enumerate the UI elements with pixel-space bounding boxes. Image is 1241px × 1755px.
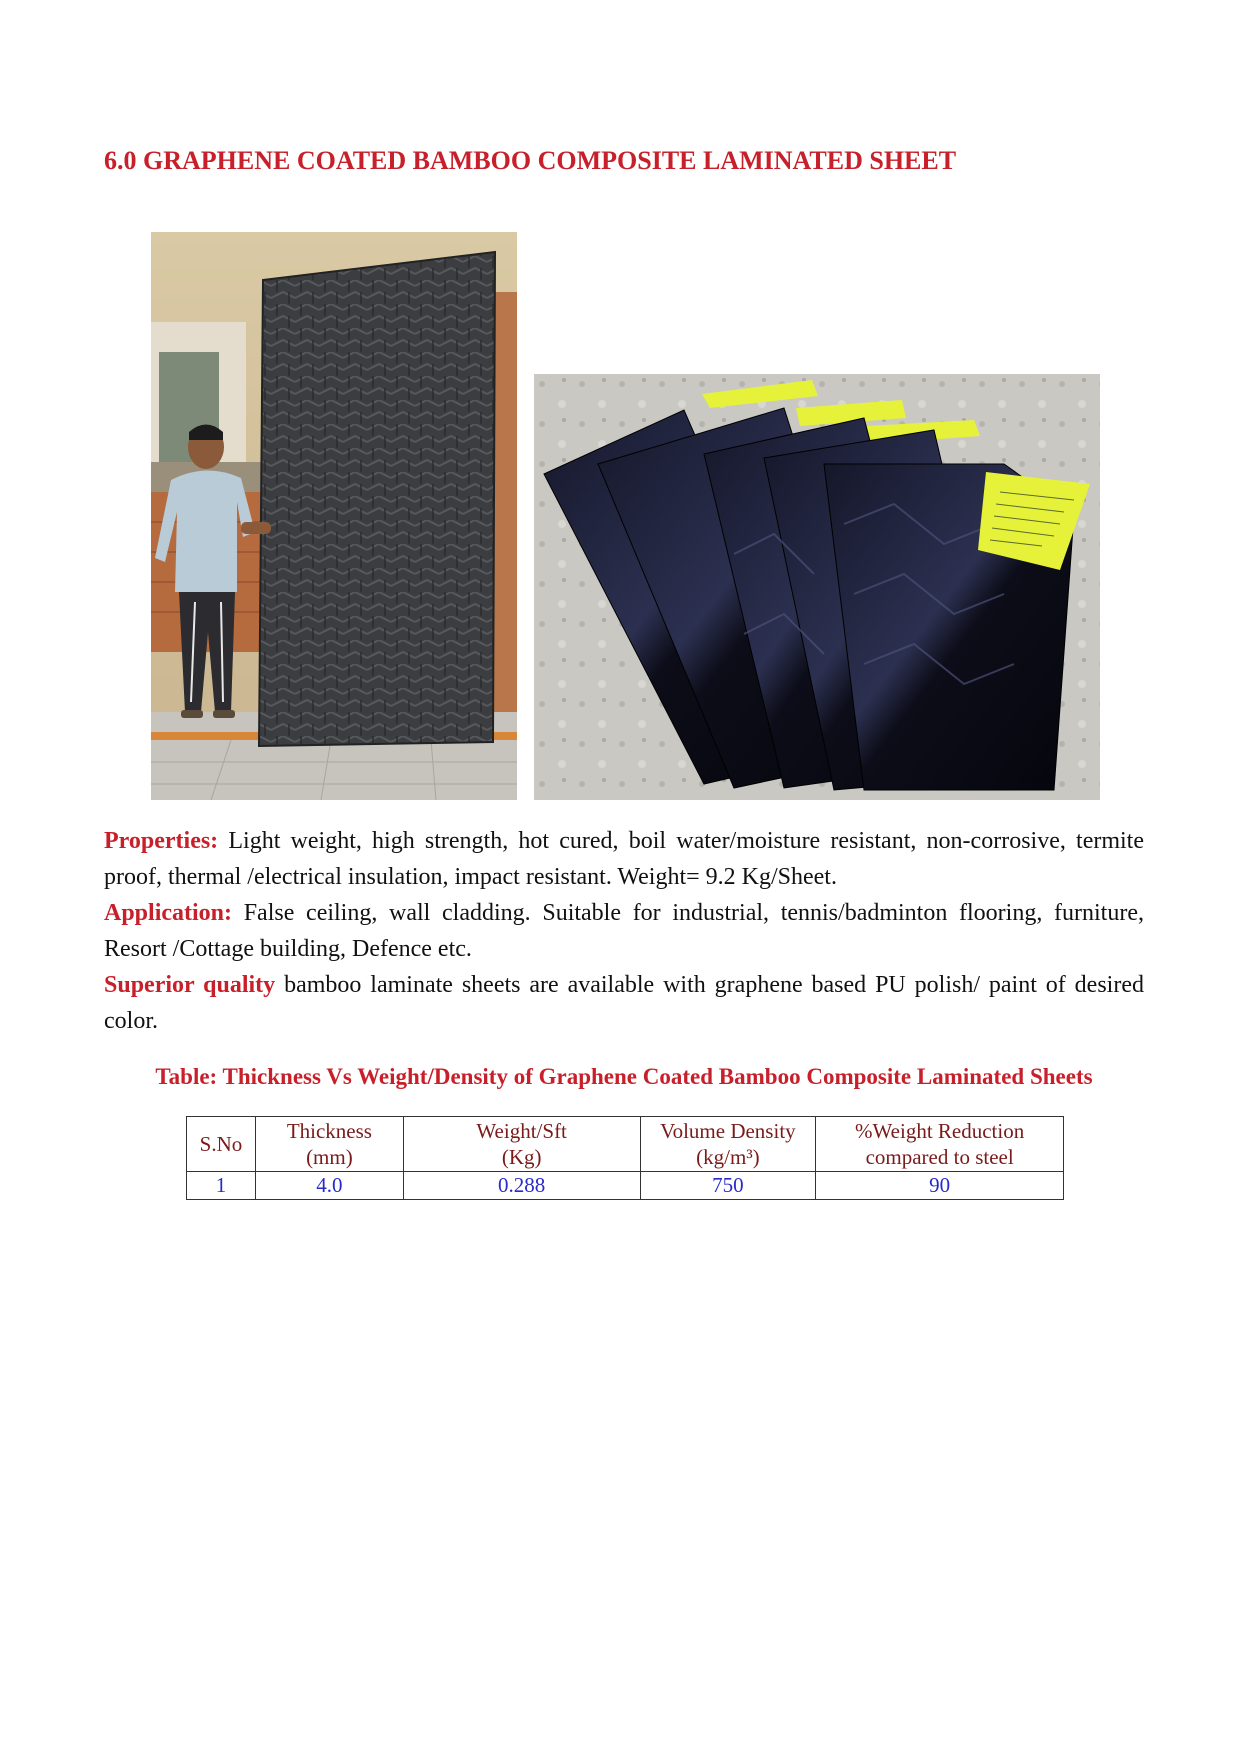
specification-table [186, 1116, 1064, 1200]
properties-label: Properties: [104, 828, 219, 854]
quality-paragraph [104, 967, 1144, 1039]
header-density: Volume Density (kg/m³) [640, 1117, 816, 1172]
header-weight-reduction: %Weight Reduction compared to steel [816, 1117, 1064, 1172]
application-paragraph [104, 895, 1144, 967]
cell-thickness: 4.0 [255, 1172, 403, 1200]
application-text: False ceiling, wall cladding. Suitable for industrial, tennis/badminton flooring, furniture, Resort /Cottage building, Defence etc. [104, 900, 1144, 962]
cell-weight: 0.288 [403, 1172, 640, 1200]
quality-label: Superior quality [104, 972, 276, 998]
cell-sno: 1 [187, 1172, 256, 1200]
table-row [187, 1172, 1064, 1200]
page-heading: 6.0 GRAPHENE COATED BAMBOO COMPOSITE LAMINATED SHEET [104, 146, 957, 175]
description-block [104, 823, 1144, 1039]
photo-sheet-samples [534, 374, 1100, 800]
properties-paragraph [104, 823, 1144, 895]
table-header-row [187, 1117, 1064, 1172]
header-sno: S.No [187, 1117, 256, 1172]
cell-weight-reduction: 90 [816, 1172, 1064, 1200]
quality-text: bamboo laminate sheets are available with graphene based PU polish/ paint of desired color. [104, 972, 1144, 1034]
header-thickness: Thickness (mm) [255, 1117, 403, 1172]
header-weight: Weight/Sft (Kg) [403, 1117, 640, 1172]
application-label: Application: [104, 900, 233, 926]
cell-density: 750 [640, 1172, 816, 1200]
table-caption: Table: Thickness Vs Weight/Density of Graphene Coated Bamboo Composite Laminated Sheets [155, 1064, 1093, 1089]
properties-text: Light weight, high strength, hot cured, boil water/moisture resistant, non-corrosive, termite proof, thermal /electrical insulation, impact resistant. Weight= 9.2 Kg/Sheet. [104, 828, 1144, 890]
photo-man-with-sheet [151, 232, 517, 800]
